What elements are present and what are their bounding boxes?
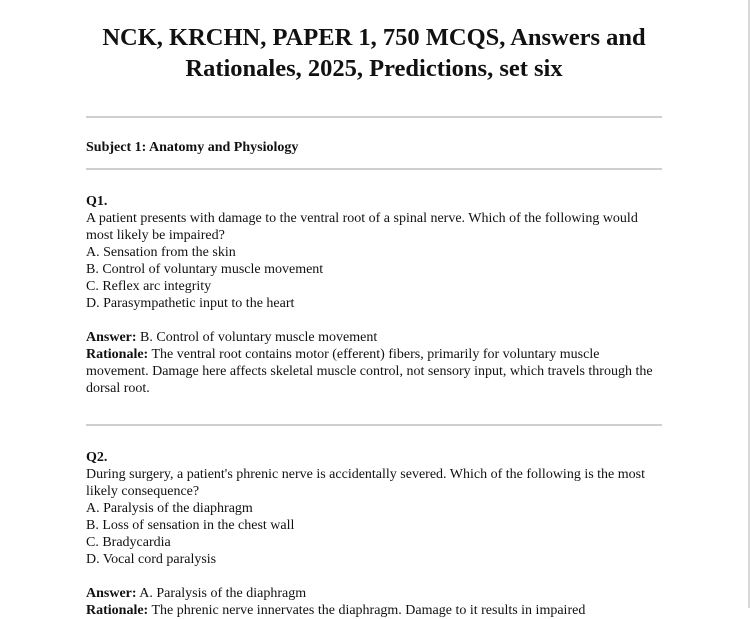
divider [86, 168, 662, 170]
document-title: NCK, KRCHN, PAPER 1, 750 MCQS, Answers and Rationales, 2025, Predictions, set six [102, 24, 646, 82]
question-label: Q2. [86, 450, 108, 465]
option-d: D. Parasympathetic input to the heart [86, 296, 295, 311]
rationale-label: Rationale: [86, 603, 149, 618]
question-text: A patient presents with damage to the ventral root of a spinal nerve. Which of the following would most likely be impaired? [86, 211, 638, 243]
answer-line [86, 329, 662, 346]
option-a: A. Paralysis of the diaphragm [86, 501, 253, 516]
option-d: D. Vocal cord paralysis [86, 552, 217, 567]
rationale-label: Rationale: [86, 347, 149, 362]
rationale-text: The ventral root contains motor (efferent) fibers, primarily for voluntary muscle movement. Damage here affects skeletal muscle control, not sensory input, which travels through the dorsal root. [86, 347, 653, 396]
answer-label: Answer: [86, 586, 137, 601]
question-label: Q1. [86, 194, 108, 209]
rationale-line [86, 346, 662, 397]
answer-text: B. Control of voluntary muscle movement [140, 330, 378, 345]
answer-line [86, 585, 662, 602]
option-b: B. Loss of sensation in the chest wall [86, 518, 295, 533]
option-c: C. Reflex arc integrity [86, 279, 212, 294]
rationale-text: The phrenic nerve innervates the diaphragm. Damage to it results in impaired [151, 603, 586, 618]
option-a: A. Sensation from the skin [86, 245, 236, 260]
option-c: C. Bradycardia [86, 535, 171, 550]
subject-heading: Subject 1: Anatomy and Physiology [86, 140, 299, 155]
option-b: B. Control of voluntary muscle movement [86, 262, 324, 277]
divider [86, 116, 662, 118]
answer-text: A. Paralysis of the diaphragm [139, 586, 307, 601]
rationale-line [86, 602, 662, 619]
divider [86, 424, 662, 426]
document-page [86, 0, 662, 619]
question-block-1 [86, 193, 662, 397]
question-block-2 [86, 449, 662, 619]
question-text: During surgery, a patient's phrenic nerve is accidentally severed. Which of the following is the most likely consequence? [86, 467, 645, 499]
answer-label: Answer: [86, 330, 137, 345]
